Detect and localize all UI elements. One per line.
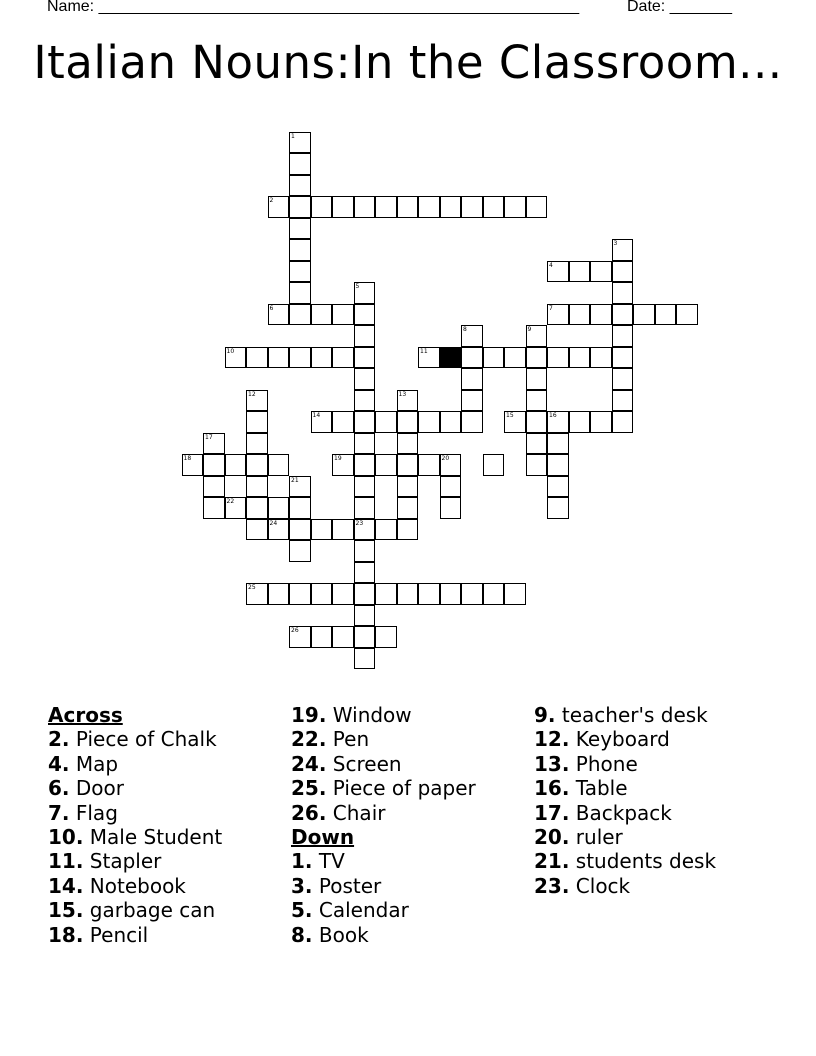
grid-cell[interactable] [397,390,419,412]
grid-cell[interactable] [354,433,376,455]
clue-number: 20 [441,455,450,462]
clue-section-heading: Across [48,703,123,727]
clue-number: 22 [226,498,235,505]
grid-cell[interactable] [440,583,462,605]
grid-cell[interactable] [354,454,376,476]
clue-number: 10 [226,347,235,355]
grid-cell[interactable] [332,519,354,541]
clue-number: 19 [334,455,342,462]
grid-cell[interactable] [203,433,225,455]
grid-cell[interactable] [418,583,440,605]
clue-item-number: 6. [48,776,70,801]
clue-item [48,752,222,776]
clue-number: 18 [183,455,192,462]
clue-item-number: 15. [48,898,84,923]
grid-cell[interactable] [483,196,505,218]
grid-cell[interactable] [268,304,290,326]
grid-cell[interactable] [354,540,376,562]
grid-cell[interactable] [375,626,397,648]
grid-cell[interactable] [612,261,634,283]
grid-cell[interactable] [375,583,397,605]
grid-cell[interactable] [655,304,677,326]
grid-cell[interactable] [289,239,311,261]
clue-number: 15 [506,412,514,419]
clue-number: 2 [269,197,274,204]
grid-cell[interactable] [289,261,311,283]
clue-item-text: Table [569,776,628,801]
clue-number: 6 [269,304,274,312]
grid-cell[interactable] [268,519,290,541]
date-label: Date: _______ [627,0,732,15]
grid-cell[interactable] [461,411,483,433]
clue-number: 13 [398,390,407,398]
clue-item-number: 23. [534,873,570,898]
clue-column-3 [534,703,716,898]
clue-item [534,703,716,727]
grid-cell[interactable] [504,196,526,218]
clue-item-text: Male Student [83,825,223,850]
grid-cell[interactable] [311,304,333,326]
grid-cell[interactable] [483,454,505,476]
grid-cell[interactable] [612,239,634,261]
grid-cell[interactable] [225,347,247,369]
grid-cell[interactable] [397,411,419,433]
name-label: Name: ______________________________________________________ [47,0,580,15]
clue-item [291,801,476,825]
clue-column-2 [291,703,476,947]
grid-cell[interactable] [354,368,376,390]
grid-cell[interactable] [590,304,612,326]
grid-cell[interactable] [225,454,247,476]
clue-number: 9 [527,326,532,333]
grid-cell[interactable] [590,347,612,369]
grid-cell[interactable] [547,476,569,498]
grid-cell[interactable] [590,411,612,433]
grid-cell[interactable] [526,433,548,455]
clue-item [291,727,476,751]
clue-item-text: garbage can [83,898,216,923]
clue-item [534,849,716,873]
grid-cell[interactable] [461,368,483,390]
grid-cell[interactable] [526,454,548,476]
grid-cell[interactable] [612,347,634,369]
clue-section-heading: Down [291,825,355,850]
grid-cell[interactable] [246,497,268,519]
clue-item-number: 11. [48,849,84,874]
clue-item [291,776,476,800]
clue-item-number: 13. [534,751,570,776]
grid-cell[interactable] [354,497,376,519]
clue-item [48,923,222,947]
grid-cell[interactable] [289,626,311,648]
clue-item-number: 14. [48,873,84,898]
clue-item [48,801,222,825]
grid-cell[interactable] [547,497,569,519]
grid-cell[interactable] [332,347,354,369]
grid-cell[interactable] [354,325,376,347]
grid-cell[interactable] [246,454,268,476]
clue-item-number: 21. [534,849,570,874]
grid-cell[interactable] [246,390,268,412]
grid-cell[interactable] [332,304,354,326]
grid-cell[interactable] [526,411,548,433]
clue-item-number: 16. [534,776,570,801]
grid-cell[interactable] [375,519,397,541]
grid-cell[interactable] [418,411,440,433]
grid-cell[interactable] [225,497,247,519]
clue-item [48,776,222,800]
clue-item [534,752,716,776]
grid-cell[interactable] [483,347,505,369]
grid-cell[interactable] [246,583,268,605]
grid-cell[interactable] [461,583,483,605]
grid-cell[interactable] [289,218,311,240]
clue-item-text: Piece of paper [326,776,476,801]
grid-cell[interactable] [354,304,376,326]
clue-item-number: 25. [291,776,327,801]
clue-item-text: Backpack [569,800,672,825]
grid-cell[interactable] [246,411,268,433]
grid-cell[interactable] [440,411,462,433]
clue-item [291,923,476,947]
clue-item-number: 22. [291,727,327,752]
clue-number: 17 [205,433,213,441]
grid-cell[interactable] [311,411,333,433]
grid-cell[interactable] [311,196,333,218]
clue-item [534,801,716,825]
grid-cell[interactable] [590,261,612,283]
grid-cell[interactable] [289,132,311,154]
clue-item [48,727,222,751]
clue-number: 4 [549,261,553,269]
grid-cell[interactable] [569,347,591,369]
clue-item-text: Stapler [83,849,162,874]
grid-cell[interactable] [547,304,569,326]
clue-item-number: 3. [291,873,313,898]
clue-item-number: 5. [291,898,313,923]
grid-cell[interactable] [268,196,290,218]
grid-cell[interactable] [526,325,548,347]
grid-cell[interactable] [289,196,311,218]
grid-cell[interactable] [332,583,354,605]
grid-cell[interactable] [289,476,311,498]
grid-cell[interactable] [676,304,698,326]
grid-cell[interactable] [289,540,311,562]
clue-item-text: Door [69,776,124,801]
grid-cell[interactable] [418,347,440,369]
grid-cell[interactable] [332,454,354,476]
grid-cell[interactable] [440,454,462,476]
grid-cell[interactable] [461,390,483,412]
grid-cell[interactable] [246,519,268,541]
grid-cell[interactable] [569,411,591,433]
clue-item-text: Calendar [312,898,409,923]
clue-item [534,825,716,849]
grid-cell[interactable] [332,196,354,218]
grid-cell[interactable] [203,497,225,519]
clue-number: 23 [355,519,364,527]
grid-cell[interactable] [547,347,569,369]
grid-cell[interactable] [569,261,591,283]
clue-item [48,874,222,898]
grid-cell[interactable] [526,347,548,369]
clue-number: 16 [549,412,557,419]
clue-item [48,825,222,849]
grid-cell[interactable] [633,304,655,326]
clue-item-number: 8. [291,922,313,947]
grid-cell[interactable] [311,347,333,369]
grid-cell[interactable] [418,454,440,476]
grid-cell[interactable] [289,347,311,369]
clue-item [291,849,476,873]
grid-cell[interactable] [246,347,268,369]
clue-item-number: 10. [48,825,84,850]
grid-cell[interactable] [354,390,376,412]
clue-item-text: ruler [569,825,623,850]
grid-cell[interactable] [203,454,225,476]
grid-cell[interactable] [289,153,311,175]
grid-cell[interactable] [332,411,354,433]
clue-item-number: 9. [534,703,556,727]
clue-number: 8 [463,326,467,333]
clue-item-number: 7. [48,800,70,825]
clue-number: 1 [291,132,295,140]
clue-item-text: Pen [326,727,370,752]
black-cell [440,347,462,369]
clue-item-number: 24. [291,751,327,776]
grid-cell[interactable] [332,626,354,648]
grid-cell[interactable] [397,476,419,498]
clue-item-text: teacher's desk [555,703,708,727]
grid-cell[interactable] [289,583,311,605]
grid-cell[interactable] [612,325,634,347]
clue-item-number: 17. [534,800,570,825]
grid-cell[interactable] [375,454,397,476]
grid-cell[interactable] [547,411,569,433]
clue-item [48,898,222,922]
clue-item-text: Book [312,922,369,947]
grid-cell[interactable] [504,411,526,433]
grid-cell[interactable] [461,196,483,218]
clue-item-text: Poster [312,873,382,898]
grid-cell[interactable] [547,454,569,476]
clue-item-text: Keyboard [569,727,670,752]
clue-item-text: Screen [326,751,402,776]
grid-cell[interactable] [440,196,462,218]
clue-number: 5 [355,283,360,290]
grid-cell[interactable] [311,626,333,648]
grid-cell[interactable] [504,583,526,605]
clue-number: 26 [291,627,299,634]
grid-cell[interactable] [526,196,548,218]
clue-item [48,849,222,873]
clue-item [534,776,716,800]
clue-item-text: Map [69,751,119,776]
clue-item-text: Phone [569,751,638,776]
clue-item-text: TV [312,849,345,874]
grid-cell[interactable] [375,411,397,433]
clue-number: 3 [613,240,618,247]
clue-item-number: 12. [534,727,570,752]
grid-cell[interactable] [311,583,333,605]
grid-cell[interactable] [461,347,483,369]
grid-cell[interactable] [268,454,290,476]
clue-item [534,727,716,751]
clue-number: 21 [291,476,299,484]
grid-cell[interactable] [612,390,634,412]
grid-cell[interactable] [268,347,290,369]
grid-cell[interactable] [311,519,333,541]
grid-cell[interactable] [526,368,548,390]
clue-item [291,874,476,898]
grid-cell[interactable] [483,583,505,605]
grid-cell[interactable] [289,497,311,519]
clue-item-number: 1. [291,849,313,874]
clue-number: 7 [549,304,553,312]
clue-number: 24 [269,519,278,527]
grid-cell[interactable] [612,368,634,390]
grid-cell[interactable] [397,519,419,541]
clue-item [291,752,476,776]
grid-cell[interactable] [397,196,419,218]
clue-item [291,703,476,727]
grid-cell[interactable] [354,411,376,433]
grid-cell[interactable] [354,605,376,627]
grid-cell[interactable] [182,454,204,476]
grid-cell[interactable] [354,347,376,369]
clue-item-text: Window [326,703,412,727]
grid-cell[interactable] [289,175,311,197]
grid-cell[interactable] [375,196,397,218]
grid-cell[interactable] [418,196,440,218]
clue-item-text: students desk [569,849,717,874]
grid-cell[interactable] [354,196,376,218]
grid-cell[interactable] [397,497,419,519]
grid-cell[interactable] [397,454,419,476]
grid-cell[interactable] [354,583,376,605]
grid-cell[interactable] [354,282,376,304]
clue-number: 12 [248,390,256,398]
clue-number: 25 [248,584,256,591]
clue-item-number: 19. [291,703,327,727]
grid-cell[interactable] [397,583,419,605]
grid-cell[interactable] [289,304,311,326]
grid-cell[interactable] [526,390,548,412]
grid-cell[interactable] [569,304,591,326]
grid-cell[interactable] [354,562,376,584]
grid-cell[interactable] [612,282,634,304]
grid-cell[interactable] [547,261,569,283]
grid-cell[interactable] [203,476,225,498]
grid-cell[interactable] [397,433,419,455]
clue-item-text: Clock [569,873,631,898]
grid-cell[interactable] [354,476,376,498]
grid-cell[interactable] [612,304,634,326]
grid-cell[interactable] [268,497,290,519]
clue-number: 11 [420,347,428,355]
grid-cell[interactable] [354,626,376,648]
clue-item-number: 2. [48,727,70,752]
grid-cell[interactable] [612,411,634,433]
grid-cell[interactable] [461,325,483,347]
clue-item-text: Pencil [83,922,149,947]
clue-item [534,874,716,898]
grid-cell[interactable] [246,476,268,498]
puzzle-title: Italian Nouns:In the Classroom... [33,36,783,89]
grid-cell[interactable] [440,476,462,498]
clue-item-text: Notebook [83,873,186,898]
grid-cell[interactable] [354,648,376,670]
clue-item-text: Chair [326,800,386,825]
clue-item-number: 18. [48,922,84,947]
clue-item-text: Piece of Chalk [69,727,217,752]
grid-cell[interactable] [246,433,268,455]
grid-cell[interactable] [289,282,311,304]
clue-number: 14 [312,412,321,419]
grid-cell[interactable] [289,519,311,541]
clue-item-number: 4. [48,751,70,776]
clue-item-number: 20. [534,825,570,850]
clue-column-1 [48,703,222,947]
clue-item [291,898,476,922]
clue-item-number: 26. [291,800,327,825]
grid-cell[interactable] [547,433,569,455]
clue-item-text: Flag [69,800,118,825]
grid-cell[interactable] [504,347,526,369]
grid-cell[interactable] [354,519,376,541]
grid-cell[interactable] [440,497,462,519]
grid-cell[interactable] [268,583,290,605]
